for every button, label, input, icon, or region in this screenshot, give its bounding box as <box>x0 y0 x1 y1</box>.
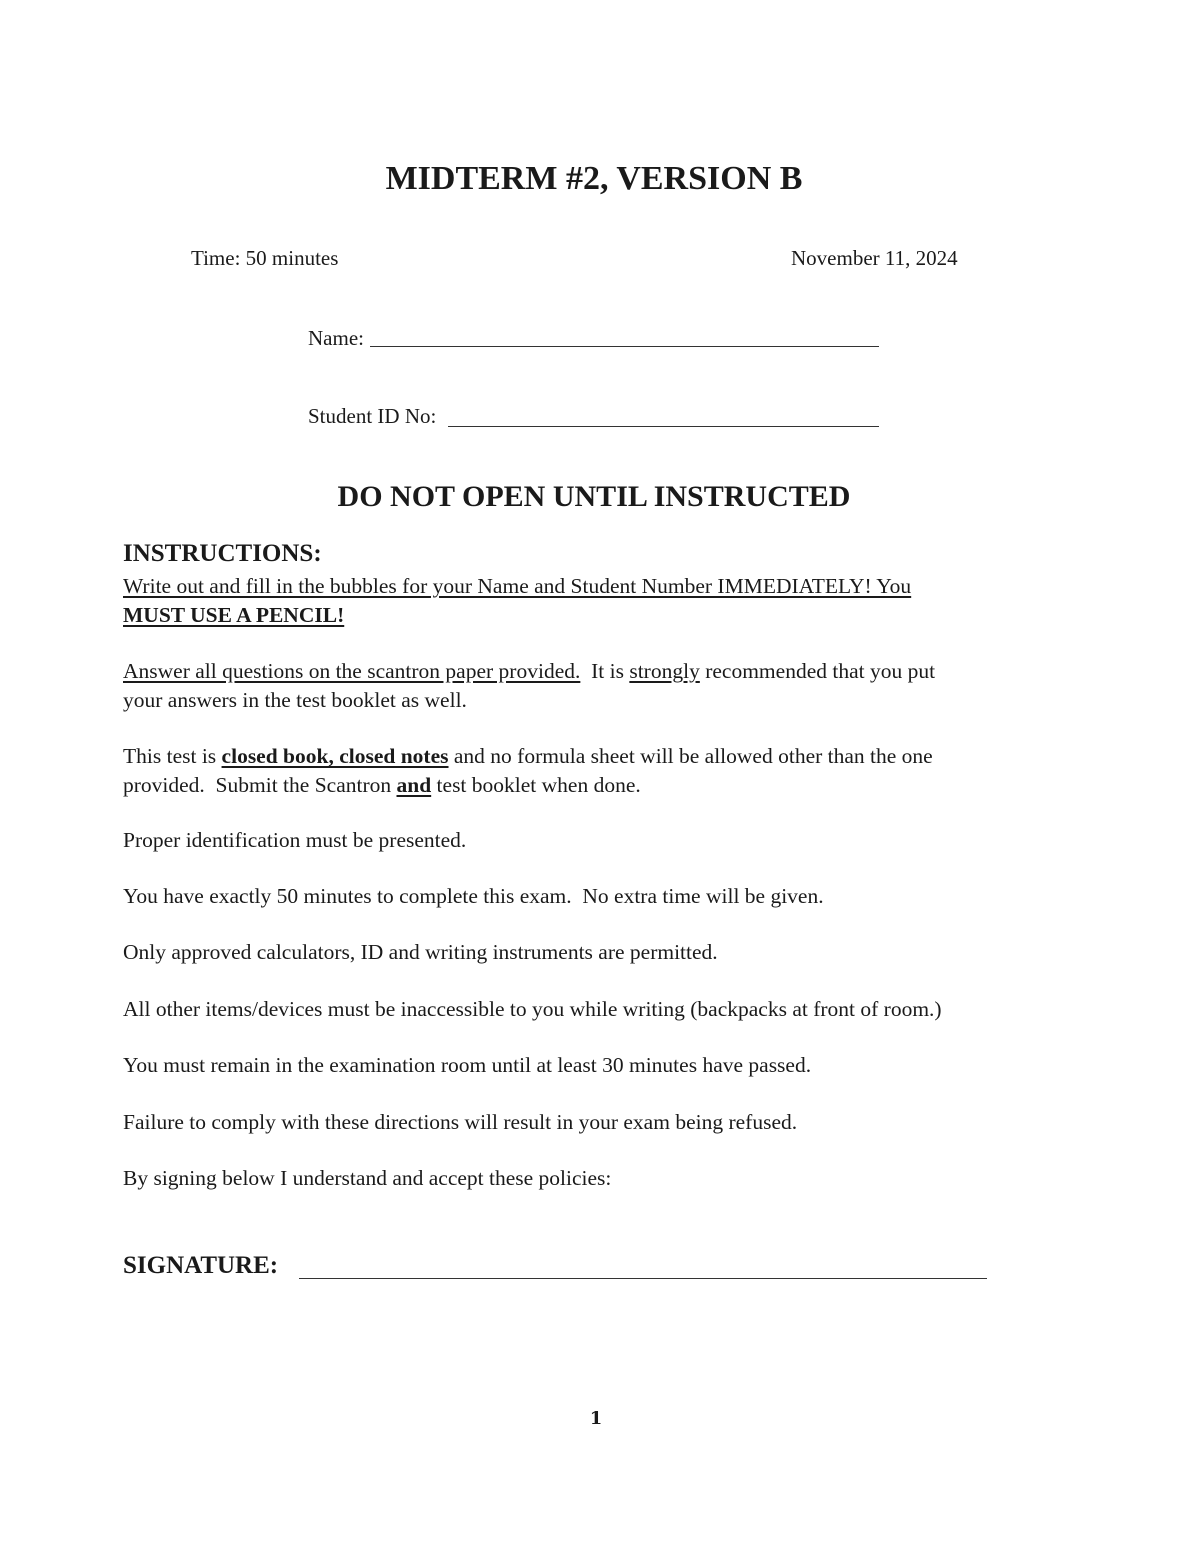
exam-duration: Time: 50 minutes <box>191 246 339 270</box>
instruction-approved-items: Only approved calculators, ID and writing instruments are permitted. <box>123 940 718 964</box>
signature-field[interactable] <box>299 1278 987 1279</box>
instruction-pencil-line2: MUST USE A PENCIL! <box>123 603 345 627</box>
instruction-closed-d: provided. Submit the Scantron <box>123 773 397 797</box>
name-label: Name: <box>308 326 364 350</box>
name-field[interactable] <box>370 346 879 347</box>
instruction-scantron-strongly: strongly <box>629 659 700 683</box>
exam-date: November 11, 2024 <box>791 246 958 270</box>
instruction-scantron-a: Answer all questions on the scantron paper provided. <box>123 659 581 683</box>
student-id-label: Student ID No: <box>308 404 437 428</box>
page-number: 1 <box>589 1408 603 1429</box>
instruction-scantron-d: recommended that you put <box>699 659 936 683</box>
instruction-closed-c: and no formula sheet will be allowed other than the one <box>448 744 933 768</box>
instruction-closed-book <box>123 742 1073 800</box>
student-id-field[interactable] <box>448 426 879 427</box>
instruction-failure: Failure to comply with these directions will result in your exam being refused. <box>123 1110 798 1134</box>
instruction-identification: Proper identification must be presented. <box>123 828 467 852</box>
instruction-pencil <box>123 572 1073 630</box>
exam-title: MIDTERM #2, VERSION B <box>385 160 803 197</box>
instruction-closed-and: and <box>396 773 432 797</box>
instruction-scantron-b: It is <box>580 659 630 683</box>
instruction-closed-f: test booklet when done. <box>431 773 641 797</box>
do-not-open-warning: DO NOT OPEN UNTIL INSTRUCTED <box>337 480 851 513</box>
instruction-scantron <box>123 657 1073 715</box>
instruction-remain: You must remain in the examination room until at least 30 minutes have passed. <box>123 1053 812 1077</box>
signature-label: SIGNATURE: <box>123 1252 279 1279</box>
instruction-pencil-line1: Write out and fill in the bubbles for your Name and Student Number IMMEDIATELY! You <box>123 574 912 598</box>
instruction-sign-accept: By signing below I understand and accept these policies: <box>123 1166 612 1190</box>
instruction-time-limit: You have exactly 50 minutes to complete this exam. No extra time will be given. <box>123 884 824 908</box>
instruction-devices: All other items/devices must be inaccessible to you while writing (backpacks at front of room.) <box>123 997 942 1021</box>
instruction-scantron-e: your answers in the test booklet as well. <box>123 688 467 712</box>
instructions-heading: INSTRUCTIONS: <box>123 540 322 567</box>
instruction-closed-a: This test is <box>123 744 222 768</box>
instruction-closed-b: closed book, closed notes <box>221 744 449 768</box>
